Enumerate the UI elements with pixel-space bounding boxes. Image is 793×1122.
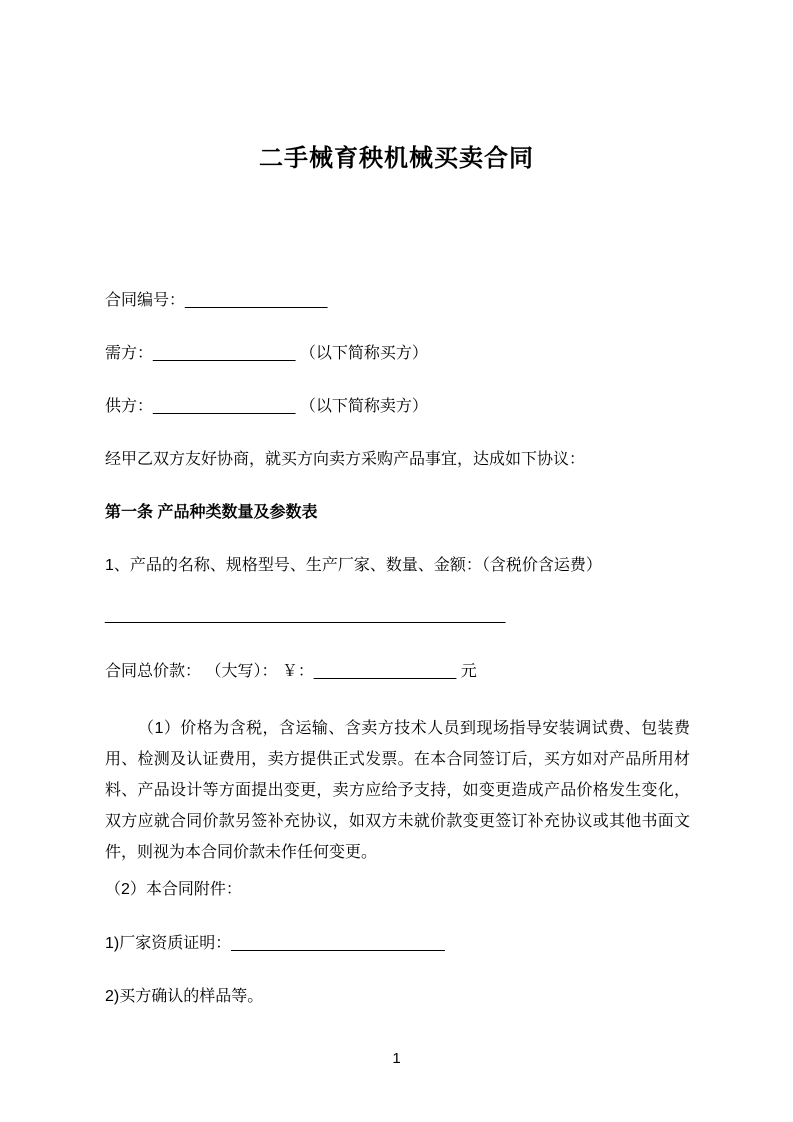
clause1-paragraph: （1）价格为含税，含运输、含卖方技术人员到现场指导安装调试费、包装费用、检测及认证费用，卖方提供正式发票。在本合同签订后，买方如对产品所用材料、产品设计等方面提出变更，卖方应给予支持，如变更造成产品价格发生变化，双方应就合同价款另签补充协议，如双方未就价款变更签订补充协议或其他书面文件，则视为本合同价款未作任何变更。 [105,720,690,861]
clause2-line: （2）本合同附件： [105,881,242,898]
buyer-line: 需方：________________ （以下简称买方） [105,345,428,362]
attachment1-line: 1)厂家资质证明：________________________ [105,935,445,952]
item1-line: 1、产品的名称、规格型号、生产厂家、数量、金额：（含税价含运费） [105,557,602,574]
seller-line: 供方：________________ （以下简称卖方） [105,398,428,415]
document-title: 二手械育秧机械买卖合同 [259,145,534,172]
contract-number-line: 合同编号：________________ [105,292,328,309]
fill-in-blank-line: _____________________________________________ [105,607,506,624]
article1-heading: 第一条 产品种类数量及参数表 [105,504,318,521]
total-price-line: 合同总价款： （大写）： ￥：________________ 元 [105,663,477,680]
page-number: 1 [392,1050,401,1067]
attachment2-line: 2)买方确认的样品等。 [105,988,264,1005]
preamble-paragraph: 经甲乙双方友好协商，就买方向卖方采购产品事宜，达成如下协议： [105,451,586,468]
